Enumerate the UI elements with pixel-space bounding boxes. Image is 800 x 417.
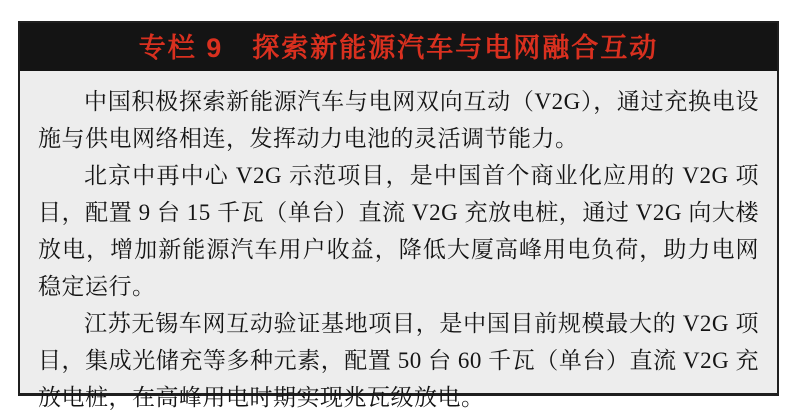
panel-body	[20, 71, 777, 410]
panel-title: 专栏 9 探索新能源汽车与电网融合互动	[138, 32, 659, 63]
paragraph-beijing-project: 北京中再中心 V2G 示范项目，是中国首个商业化应用的 V2G 项目，配置 9 台 15 千瓦（单台）直流 V2G 充放电桩，通过 V2G 向大楼放电，增加新能源汽车用户收益，降低大厦高峰用电负荷，助力电网稳定运行。	[38, 163, 759, 299]
paragraph-jiangsu-project: 江苏无锡车网互动验证基地项目，是中国目前规模最大的 V2G 项目，集成光储充等多种元素，配置 50 台 60 千瓦（单台）直流 V2G 充放电桩，在高峰用电时期实现兆瓦级放电。	[38, 311, 759, 410]
column-panel	[18, 21, 779, 410]
paragraph-intro: 中国积极探索新能源汽车与电网双向互动（V2G），通过充换电设施与供电网络相连，发挥动力电池的灵活调节能力。	[38, 89, 759, 151]
panel-header-bar	[20, 23, 777, 71]
